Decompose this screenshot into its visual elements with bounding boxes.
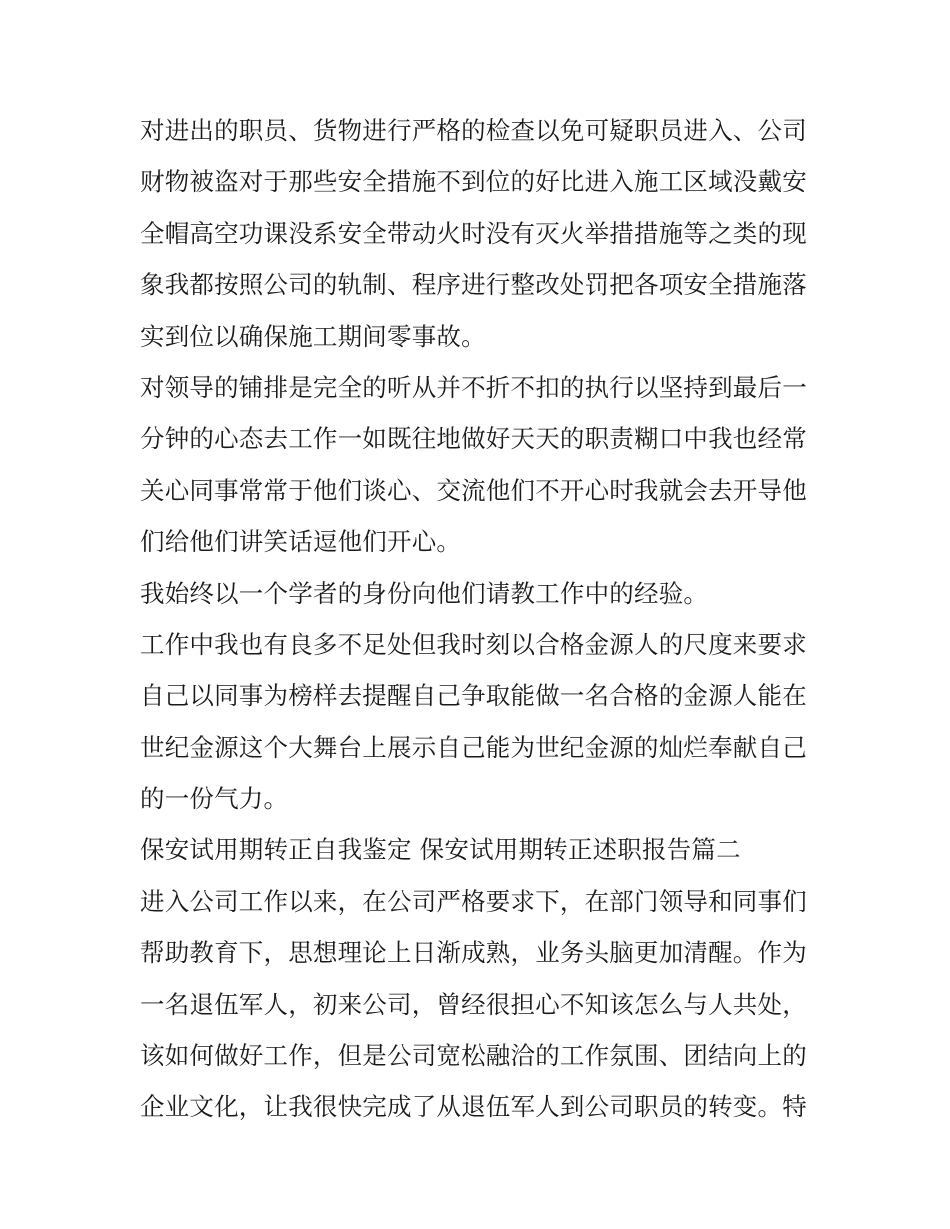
text-line-20: 企业文化，让我很快完成了从退伍军人到公司职员的转变。特 bbox=[140, 1092, 807, 1122]
text-line-12: 自己以同事为榜样去提醒自己争取能做一名合格的金源人能在 bbox=[140, 681, 807, 711]
text-line-6: 对领导的铺排是完全的听从并不折不扣的执行以坚持到最后一 bbox=[140, 372, 807, 402]
text-line-11: 工作中我也有良多不足处但我时刻以合格金源人的尺度来要求 bbox=[140, 629, 807, 659]
text-line-7: 分钟的心态去工作一如既往地做好天天的职责糊口中我也经常 bbox=[140, 424, 807, 454]
text-line-3: 全帽高空功课没系安全带动火时没有灭火举措措施等之类的现 bbox=[140, 218, 807, 248]
text-line-10: 我始终以一个学者的身份向他们请教工作中的经验。 bbox=[140, 578, 709, 608]
text-line-1: 对进出的职员、货物进行严格的检查以免可疑职员进入、公司 bbox=[140, 116, 807, 145]
text-line-4: 象我都按照公司的轨制、程序进行整改处罚把各项安全措施落 bbox=[140, 270, 807, 300]
text-line-17: 帮助教育下，思想理论上日渐成熟，业务头脑更加清醒。作为 bbox=[140, 938, 807, 968]
text-line-5: 实到位以确保施工期间零事故。 bbox=[140, 321, 486, 351]
text-line-18: 一名退伍军人，初来公司，曾经很担心不知该怎么与人共处， bbox=[140, 989, 807, 1019]
text-line-9: 们给他们讲笑话逗他们开心。 bbox=[140, 527, 462, 557]
text-line-8: 关心同事常常于他们谈心、交流他们不开心时我就会去开导他 bbox=[140, 475, 807, 505]
document-body bbox=[140, 105, 830, 1133]
text-line-16: 进入公司工作以来，在公司严格要求下，在部门领导和同事们 bbox=[140, 886, 807, 916]
section-heading: 保安试用期转正自我鉴定 保安试用期转正述职报告篇二 bbox=[140, 835, 741, 865]
text-line-19: 该如何做好工作，但是公司宽松融洽的工作氛围、团结向上的 bbox=[140, 1041, 807, 1071]
text-line-14: 的一份气力。 bbox=[140, 784, 289, 814]
text-line-2: 财物被盗对于那些安全措施不到位的好比进入施工区域没戴安 bbox=[140, 167, 807, 197]
text-line-13: 世纪金源这个大舞台上展示自己能为世纪金源的灿烂奉献自己 bbox=[140, 732, 807, 762]
